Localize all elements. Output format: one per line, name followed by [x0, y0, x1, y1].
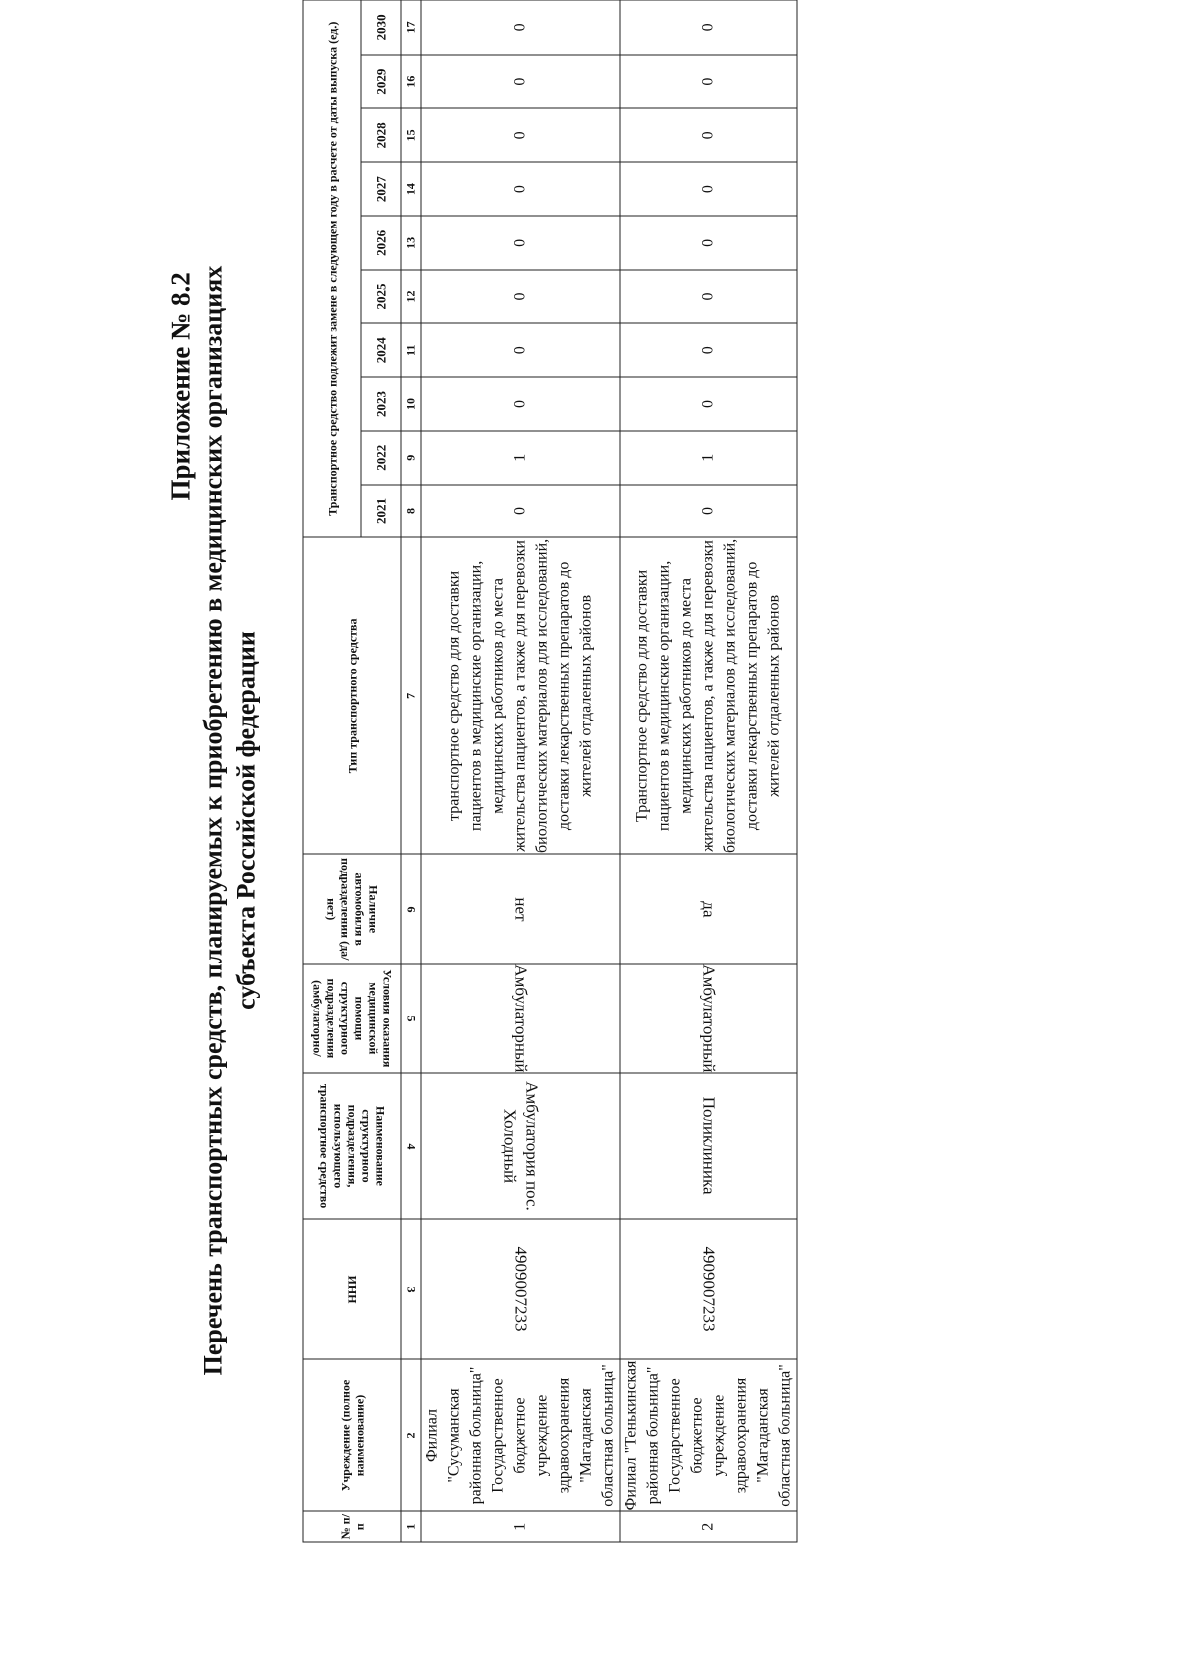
header-inn-text: ИНН — [345, 1275, 359, 1304]
row-vehicle-type: Транспортное средство для доставки пациентов в медицинские организации, медицинских работников до места жительства пациентов, а также для перевозки биологических материалов для исследований, доставки лекарственных препаратов до жителей отдаленных районов — [620, 537, 797, 854]
column-number: 8 — [401, 485, 421, 538]
row-value: 0 — [620, 162, 797, 216]
row-has-vehicle — [421, 854, 620, 964]
column-number-row — [401, 0, 421, 1542]
column-number: 9 — [401, 431, 421, 485]
vehicles-table — [303, 0, 798, 1543]
row-inn-text: 4909007233 — [511, 1246, 530, 1332]
row-conditions — [620, 964, 797, 1073]
year-cell: 2028 — [361, 108, 401, 162]
row-value: 0 — [421, 162, 620, 216]
row-value: 0 — [620, 55, 797, 109]
column-number: 17 — [401, 0, 421, 55]
column-number: 15 — [401, 108, 421, 162]
row-has-vehicle-text: да — [699, 901, 718, 918]
row-value: 0 — [620, 377, 797, 431]
appendix-number: Приложение № 8.2 — [165, 272, 196, 501]
row-value: 0 — [620, 323, 797, 377]
year-cell: 2022 — [361, 431, 401, 485]
year-cell: 2024 — [361, 323, 401, 377]
header-conditions-text: Условия оказания медицинской помощи структурного подразделения (амбулаторно/ — [310, 969, 394, 1068]
column-number-text: 4 — [404, 1143, 419, 1150]
row-has-vehicle — [620, 854, 797, 964]
row-value: 0 — [421, 270, 620, 324]
row-conditions-text: Амбулаторный — [699, 964, 718, 1073]
row-value: 1 — [620, 431, 797, 485]
row-value: 0 — [620, 108, 797, 162]
header-vehicle-type: Тип транспортного средства — [303, 537, 401, 854]
row-num: 2 — [620, 1511, 797, 1542]
row-value: 0 — [421, 377, 620, 431]
row-value: 0 — [421, 323, 620, 377]
row-value: 0 — [421, 485, 620, 538]
row-value: 0 — [620, 216, 797, 270]
row-value: 0 — [421, 216, 620, 270]
row-inn — [620, 1219, 797, 1359]
header-replacement: Транспортное средство подлежит замене в следующем году в расчете от даты выпуска (ед.) — [303, 0, 361, 537]
row-institution: Филиал "Сусуманская районная больница" Государственное бюджетное учреждение здравоохранения "Магаданская областная больница" — [421, 1360, 620, 1512]
row-vehicle-type: транспортное средство для доставки пациентов в медицинские организации, медицинских работников до места жительства пациентов, а также для перевозки биологических материалов для исследований, доставки лекарственных препаратов до жителей отдаленных районов — [421, 537, 620, 854]
column-number — [401, 964, 421, 1073]
row-value: 0 — [421, 0, 620, 55]
row-value: 0 — [620, 270, 797, 324]
column-number: 12 — [401, 270, 421, 324]
column-number: 10 — [401, 377, 421, 431]
row-subdivision-text: Поликлиника — [699, 1097, 718, 1195]
column-number-text: 3 — [404, 1286, 419, 1293]
header-has-vehicle — [303, 854, 401, 964]
header-num: № п/п — [303, 1511, 401, 1542]
column-number: 14 — [401, 162, 421, 216]
header-conditions — [303, 964, 401, 1073]
document-title: Перечень транспортных средств, планируемых к приобретению в медицинских организациях субъекта Российской федерации — [198, 265, 261, 1376]
column-number — [401, 1219, 421, 1359]
column-number — [401, 1073, 421, 1219]
column-number-text: 6 — [404, 906, 419, 913]
column-number-text: 5 — [404, 1015, 419, 1022]
table-row — [620, 0, 797, 1542]
row-inn-text: 4909007233 — [699, 1246, 718, 1332]
row-conditions-text: Амбулаторный — [511, 964, 530, 1073]
year-cell: 2025 — [361, 270, 401, 324]
row-has-vehicle-text: нет — [511, 897, 530, 922]
header-institution: Учреждение (полное наименование) — [303, 1360, 401, 1512]
row-value: 0 — [620, 485, 797, 538]
year-cell: 2029 — [361, 55, 401, 109]
header-subdivision-text: Наименование структурного подразделения, использующего транспортное средство — [317, 1083, 387, 1209]
header-subdivision — [303, 1073, 401, 1219]
column-number: 11 — [401, 323, 421, 377]
row-value: 0 — [421, 55, 620, 109]
row-subdivision — [620, 1073, 797, 1219]
row-institution: Филиал "Тенькинская районная больница" Государственное бюджетное учреждение здравоохранения "Магаданская областная больница" — [620, 1360, 797, 1512]
column-number: 13 — [401, 216, 421, 270]
header-has-vehicle-text: Наличие автомобиля в подразделении (да/нет) — [324, 857, 380, 961]
year-cell: 2026 — [361, 216, 401, 270]
column-number: 16 — [401, 55, 421, 109]
document-page — [1, 0, 1200, 1661]
row-subdivision-text: Амбулатория пос. Холодный — [500, 1081, 541, 1211]
table-row — [421, 0, 620, 1542]
year-cell: 2027 — [361, 162, 401, 216]
column-number — [401, 854, 421, 964]
row-num: 1 — [421, 1511, 620, 1542]
row-value: 0 — [620, 0, 797, 55]
header-inn — [303, 1219, 401, 1359]
year-cell: 2021 — [361, 485, 401, 538]
row-inn — [421, 1219, 620, 1359]
year-cell: 2023 — [361, 377, 401, 431]
header-row-top — [303, 0, 361, 1542]
column-number: 2 — [401, 1360, 421, 1512]
column-number: 1 — [401, 1511, 421, 1542]
row-subdivision — [421, 1073, 620, 1219]
column-number: 7 — [401, 537, 421, 854]
row-value: 1 — [421, 431, 620, 485]
row-value: 0 — [421, 108, 620, 162]
row-conditions — [421, 964, 620, 1073]
year-cell: 2030 — [361, 0, 401, 55]
